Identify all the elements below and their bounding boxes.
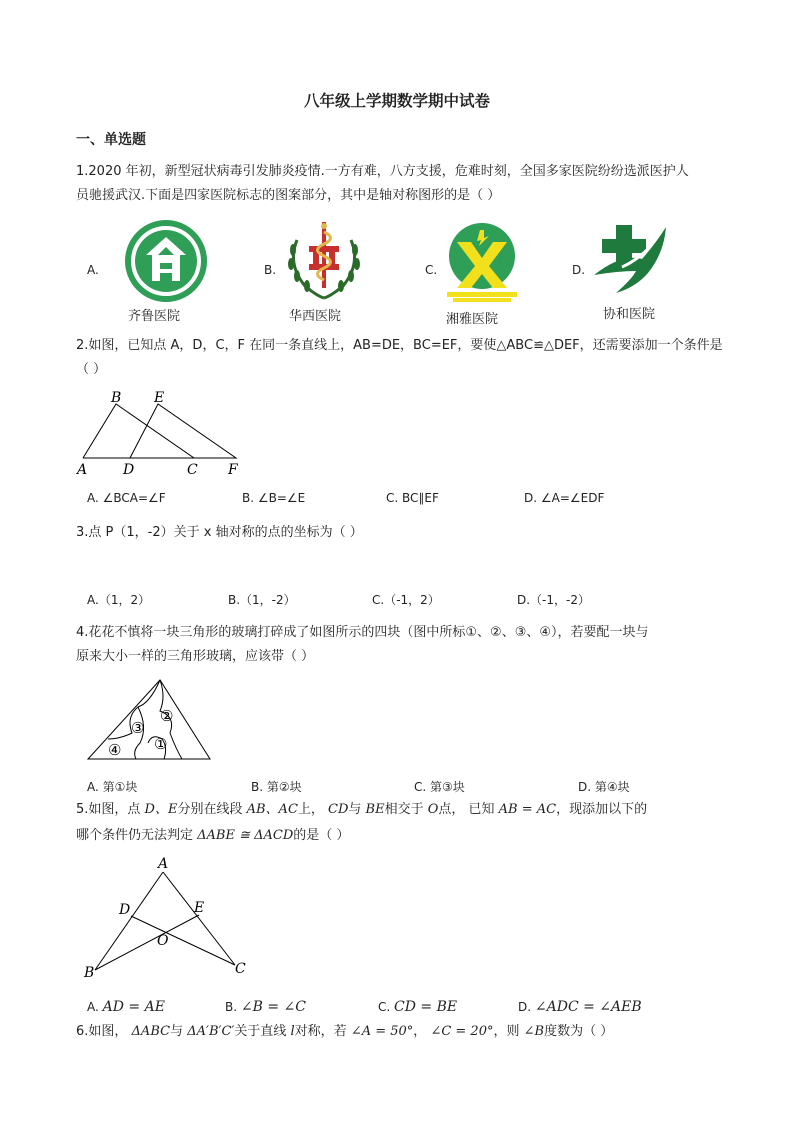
piece-label-2: ②: [160, 707, 174, 725]
label-d: D: [123, 462, 135, 478]
q5-text-line2: 哪个条件仍无法判定 ΔABE ≅ ΔACD的是（ ）: [76, 828, 350, 843]
q5-option-b[interactable]: B. ∠B = ∠C: [225, 999, 306, 1015]
q3-option-a[interactable]: A.（1，2）: [87, 593, 151, 607]
q3-text-line1: 3.点 P（1，-2）关于 x 轴对称的点的坐标为（ ）: [76, 525, 363, 540]
q6-text: 6.如图， ΔABC与 ΔA′B′C′关于直线 l对称，若 ∠A = 50°， ∠C = 20°，则 ∠B度数为（ ）: [76, 1024, 614, 1039]
q4-option-a[interactable]: A. 第①块: [87, 780, 138, 794]
label-d: D: [119, 902, 131, 918]
q2-option-c[interactable]: C. BC∥EF: [386, 491, 439, 505]
q4-text-line1: 4.花花不慎将一块三角形的玻璃打碎成了如图所示的四块（图中所标①、②、③、④），若要配一块与: [76, 625, 649, 640]
q4-figure: [86, 677, 212, 767]
q1-caption-b: 华西医院: [289, 309, 342, 324]
q3-option-b[interactable]: B.（1，-2）: [228, 593, 296, 607]
q5-text-line1: 5.如图，点 D、E分别在线段 AB、AC上， CD与 BE相交于 O点， 已知 AB = AC，现添加以下的: [76, 802, 648, 817]
piece-label-3: ③: [131, 719, 145, 737]
q1-option-d-label[interactable]: D.: [572, 263, 586, 277]
q1-caption-c: 湘雅医院: [446, 312, 499, 327]
q1-caption-a: 齐鲁医院: [128, 309, 181, 324]
piece-label-1: ①: [154, 735, 168, 753]
q2-option-a[interactable]: A. ∠BCA=∠F: [87, 491, 166, 505]
q1-option-b-label[interactable]: B.: [264, 263, 277, 277]
glass-triangle: [88, 680, 210, 759]
triangle-abc: [83, 404, 194, 458]
q5-option-a[interactable]: A. AD = AE: [87, 999, 165, 1015]
q1-text-line2: 员驰援武汉.下面是四家医院标志的图案部分，其中是轴对称图形的是（ ）: [76, 188, 501, 203]
q1-text-line1: 1.2020 年初，新型冠状病毒引发肺炎疫情.一方有难，八方支援，危难时刻，全国多家医院纷纷选派医护人: [76, 164, 689, 179]
q4-option-c[interactable]: C. 第③块: [414, 780, 465, 794]
q1-option-c-label[interactable]: C.: [425, 263, 438, 277]
label-f: F: [228, 462, 238, 478]
q5-figure: [78, 852, 258, 986]
q2-text-line1: 2.如图，已知点 A，D，C，F 在同一条直线上，AB=DE，BC=EF，要使△ABC≌△DEF，还需要添加一个条件是: [76, 338, 723, 353]
label-a: A: [158, 856, 169, 872]
huaxi-hospital-logo: [283, 220, 365, 306]
q1-option-a-label[interactable]: A.: [87, 263, 99, 277]
q2-text-line2: （ ）: [76, 362, 107, 377]
q2-option-b[interactable]: B. ∠B=∠E: [242, 491, 306, 505]
section-heading: 一、单选题: [76, 132, 146, 148]
label-c: C: [235, 961, 246, 977]
q4-text-line2: 原来大小一样的三角形玻璃，应该带（ ）: [76, 649, 315, 664]
q2-figure: [74, 388, 249, 484]
label-c: C: [187, 462, 198, 478]
label-e: E: [194, 900, 205, 916]
q3-option-c[interactable]: C.（-1，2）: [372, 593, 440, 607]
q1-caption-d: 协和医院: [603, 307, 656, 322]
q4-option-d[interactable]: D. 第④块: [578, 780, 630, 794]
q4-option-b[interactable]: B. 第②块: [251, 780, 302, 794]
label-b: B: [111, 390, 122, 406]
xiehe-hospital-logo: [592, 223, 668, 301]
q2-option-d[interactable]: D. ∠A=∠EDF: [524, 491, 605, 505]
label-e: E: [154, 390, 165, 406]
piece-label-4: ④: [108, 741, 122, 759]
label-a: A: [77, 462, 88, 478]
label-o: O: [157, 933, 169, 949]
xiangya-hospital-logo: [443, 222, 521, 308]
label-b: B: [84, 965, 95, 981]
page-title: 八年级上学期数学期中试卷: [303, 92, 490, 110]
q5-option-d[interactable]: D. ∠ADC = ∠AEB: [518, 999, 642, 1015]
qilu-hospital-logo: [124, 219, 208, 307]
q5-option-c[interactable]: C. CD = BE: [378, 999, 458, 1015]
q3-option-d[interactable]: D.（-1，-2）: [517, 593, 590, 607]
